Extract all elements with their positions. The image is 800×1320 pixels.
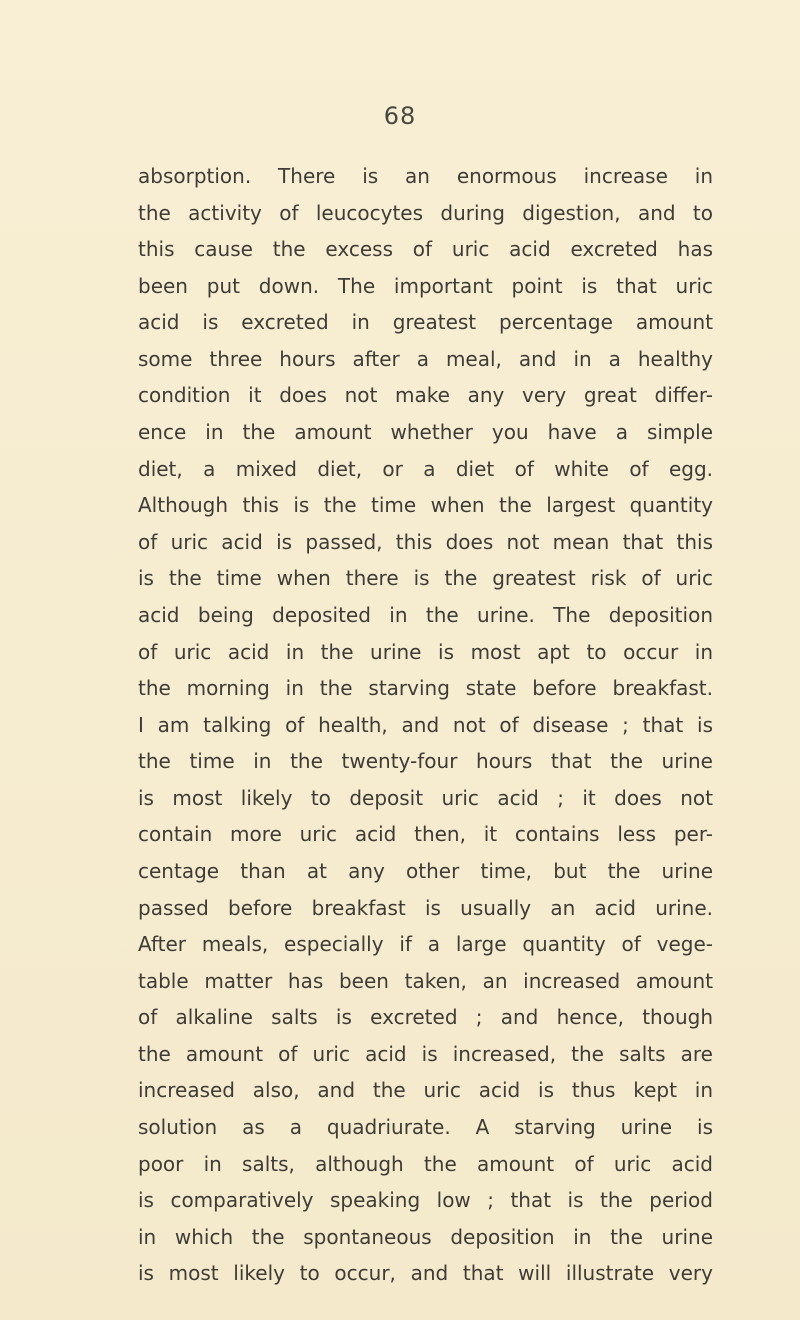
text-line: been put down. The important point is that uric	[138, 273, 713, 298]
text-line: the time in the twenty-four hours that the urine	[138, 749, 713, 774]
text-line: Although this is the time when the largest quantity	[138, 493, 713, 518]
text-line: the amount of uric acid is increased, the salts are	[138, 1041, 713, 1066]
text-line: acid being deposited in the urine. The deposition	[138, 602, 713, 627]
text-line: acid is excreted in greatest percentage amount	[138, 310, 713, 335]
text-line: is the time when there is the greatest risk of uric	[138, 566, 713, 591]
page-number: 68	[383, 102, 417, 130]
text-line: is comparatively speaking low ; that is the period	[138, 1188, 713, 1213]
text-line: I am talking of health, and not of disease ; that is	[138, 712, 713, 737]
text-line: is most likely to deposit uric acid ; it does not	[138, 785, 713, 810]
text-line: condition it does not make any very great differ-	[138, 383, 713, 408]
text-line: poor in salts, although the amount of uric acid	[138, 1151, 713, 1176]
text-line: the activity of leucocytes during digestion, and to	[138, 200, 713, 225]
text-line: this cause the excess of uric acid excreted has	[138, 237, 713, 262]
text-line: in which the spontaneous deposition in the urine	[138, 1224, 713, 1249]
text-line: passed before breakfast is usually an acid urine.	[138, 895, 713, 920]
text-line: increased also, and the uric acid is thus kept in	[138, 1078, 713, 1103]
text-line: After meals, especially if a large quantity of vege-	[138, 932, 713, 957]
text-line: centage than at any other time, but the urine	[138, 858, 713, 883]
text-line: of uric acid in the urine is most apt to occur in	[138, 639, 713, 664]
text-line: ence in the amount whether you have a simple	[138, 420, 713, 445]
text-line: solution as a quadriurate. A starving urine is	[138, 1115, 713, 1140]
body-text	[138, 158, 713, 1292]
text-line: contain more uric acid then, it contains less per-	[138, 822, 713, 847]
text-line: diet, a mixed diet, or a diet of white of egg.	[138, 456, 713, 481]
text-line: is most likely to occur, and that will illustrate very	[138, 1261, 713, 1286]
text-line: of alkaline salts is excreted ; and hence, though	[138, 1005, 713, 1030]
text-line: table matter has been taken, an increased amount	[138, 968, 713, 993]
text-line: some three hours after a meal, and in a healthy	[138, 346, 713, 371]
text-line: the morning in the starving state before breakfast.	[138, 676, 713, 701]
text-line: of uric acid is passed, this does not mean that this	[138, 529, 713, 554]
text-line: absorption. There is an enormous increase in	[138, 164, 713, 188]
